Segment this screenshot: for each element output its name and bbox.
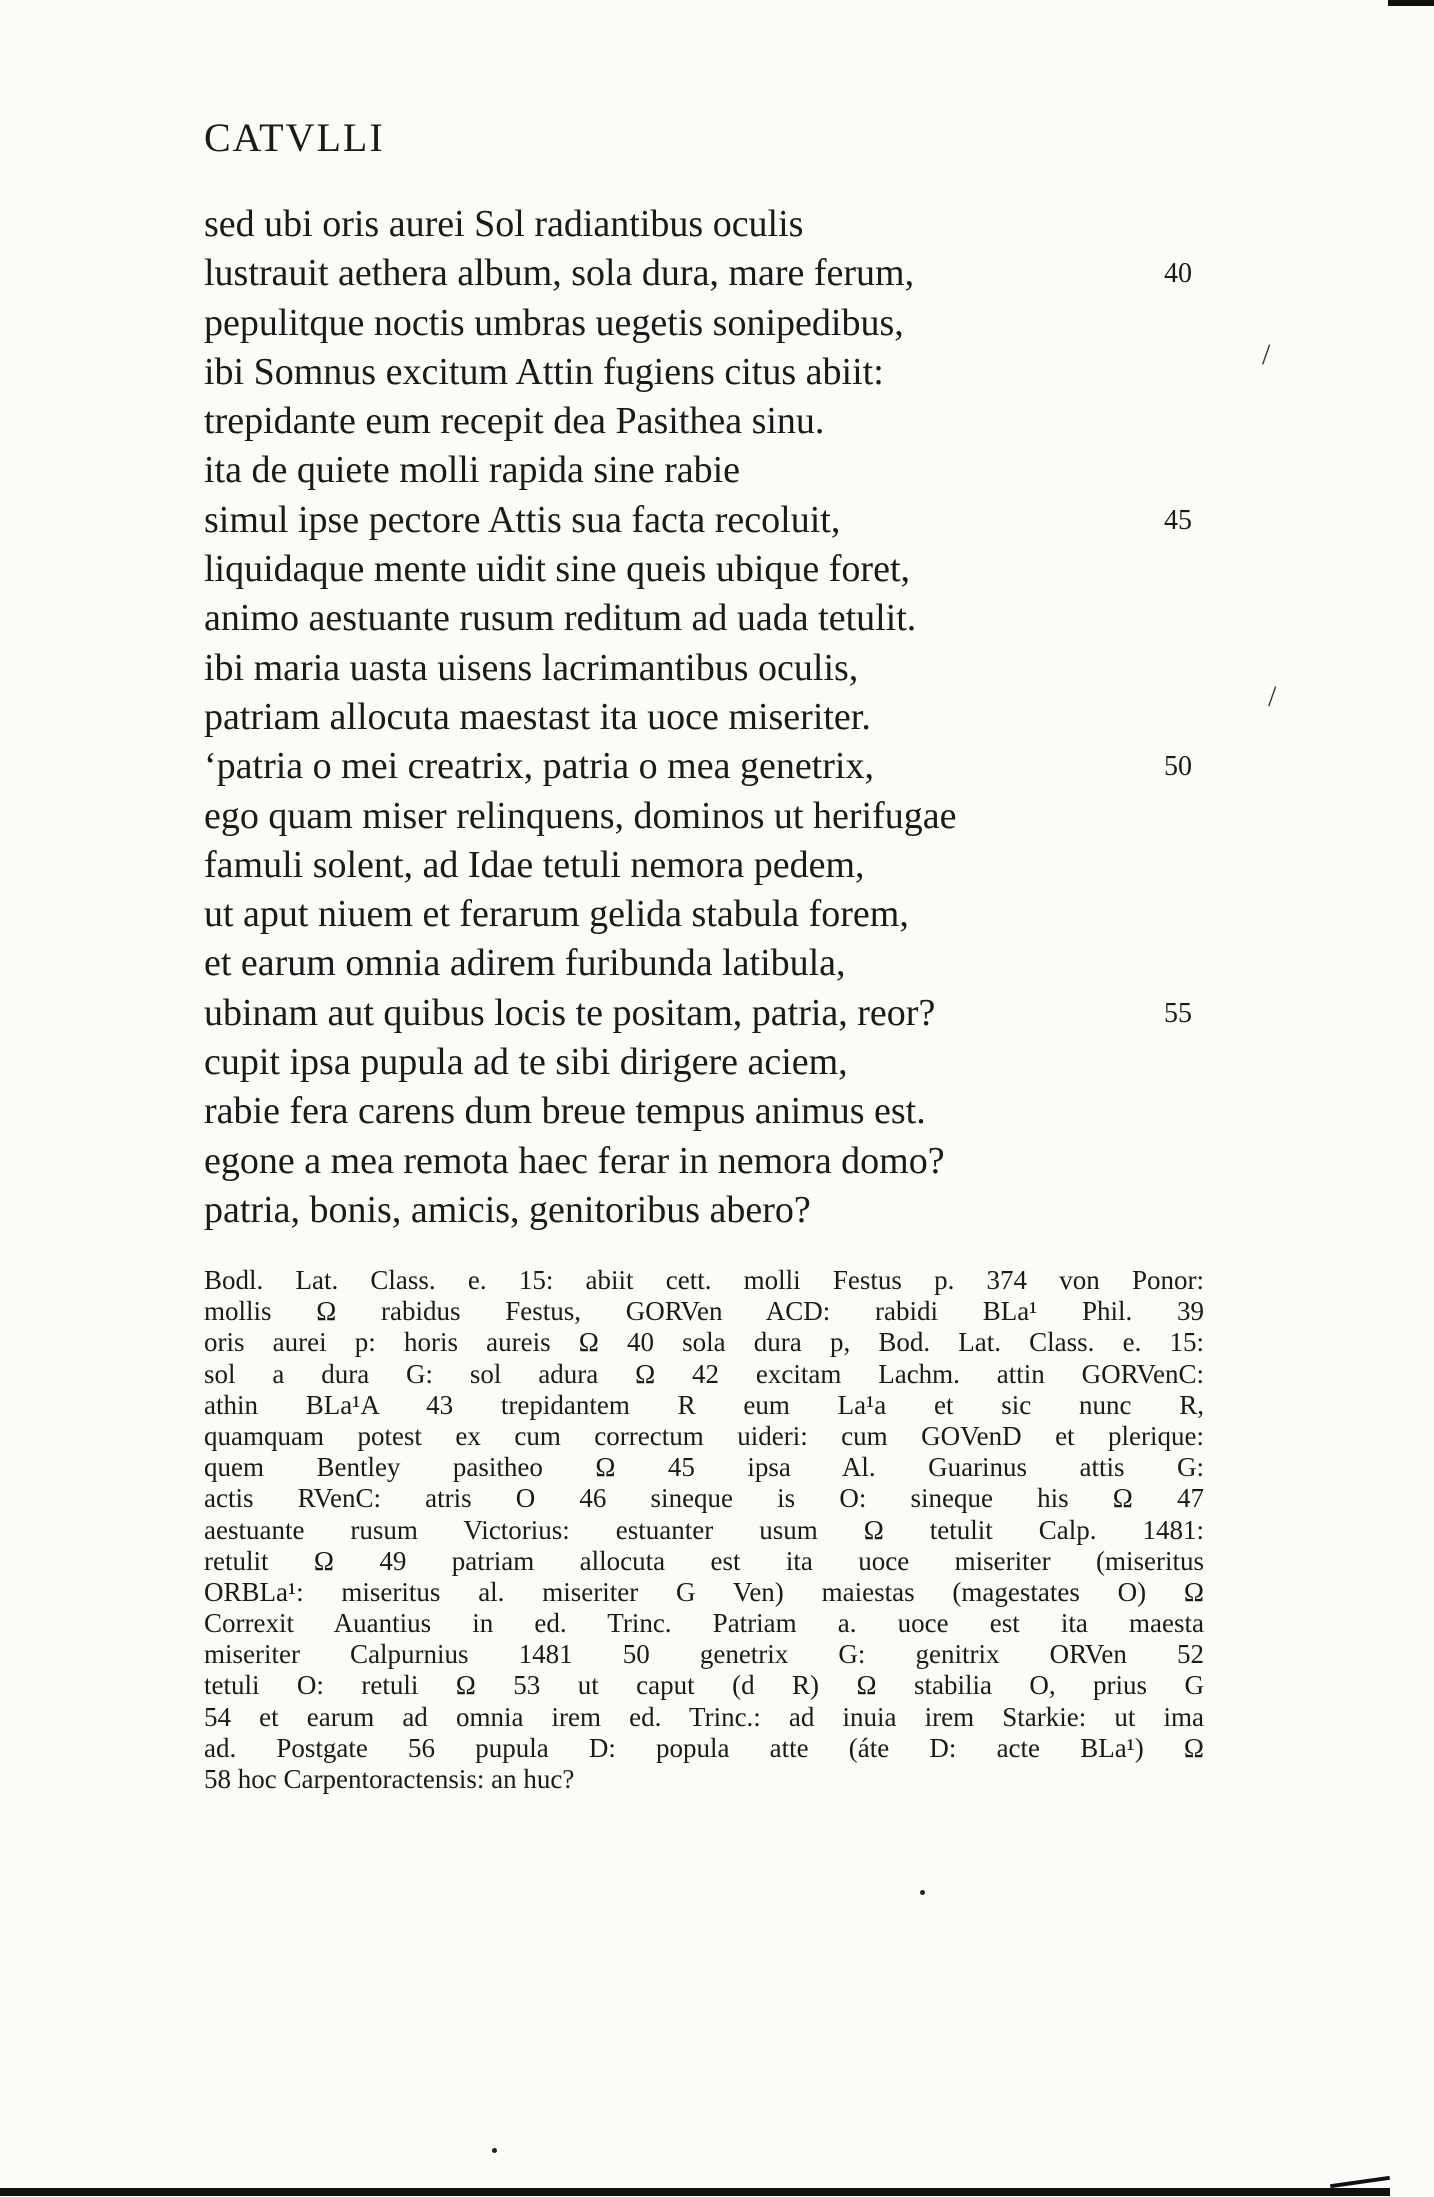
- apparatus-line: tetuli O: retuli Ω 53 ut caput (d R) Ω stabilia O, prius G: [204, 1670, 1204, 1701]
- verse-line: [204, 545, 1204, 594]
- line-number: 50: [1164, 751, 1192, 783]
- verse-line: [204, 249, 1204, 298]
- verse-block: [204, 200, 1204, 1235]
- verse-text: ibi Somnus excitum Attin fugiens citus abiit:: [204, 350, 884, 393]
- verse-text: liquidaque mente uidit sine queis ubique foret,: [204, 548, 911, 591]
- apparatus-line: ORBLa¹: miseritus al. miseriter G Ven) maiestas (magestates O) Ω: [204, 1576, 1204, 1607]
- speck: [920, 1890, 925, 1895]
- verse-text: patria, bonis, amicis, genitoribus abero?: [204, 1188, 811, 1231]
- apparatus-line: oris aurei p: horis aureis Ω 40 sola dura p, Bod. Lat. Class. e. 15:: [204, 1327, 1204, 1358]
- verse-line: [204, 1087, 1204, 1136]
- apparatus-line: ad. Postgate 56 pupula D: popula atte (áte D: acte BLa¹) Ω: [204, 1732, 1204, 1763]
- margin-slash-mark: /: [1262, 338, 1271, 371]
- verse-text: ibi maria uasta uisens lacrimantibus oculis,: [204, 646, 859, 689]
- verse-line: [204, 644, 1204, 693]
- verse-text: ‘patria o mei creatrix, patria o mea genetrix,: [204, 745, 874, 788]
- verse-text: animo aestuante rusum reditum ad uada tetulit.: [204, 597, 917, 640]
- verse-text: simul ipse pectore Attis sua facta recoluit,: [204, 498, 841, 541]
- verse-text: rabie fera carens dum breue tempus animus est.: [204, 1090, 926, 1133]
- verse-text: famuli solent, ad Idae tetuli nemora pedem,: [204, 843, 865, 886]
- verse-line: [204, 792, 1204, 841]
- apparatus-line: Bodl. Lat. Class. e. 15: abiit cett. molli Festus p. 374 von Ponor:: [204, 1265, 1204, 1295]
- verse-line: [204, 1137, 1204, 1186]
- margin-slash-mark: /: [1268, 680, 1277, 713]
- verse-text: ubinam aut quibus locis te positam, patria, reor?: [204, 991, 936, 1034]
- apparatus-line: Correxit Auantius in ed. Trinc. Patriam a. uoce est ita maesta: [204, 1608, 1204, 1639]
- verse-line: [204, 939, 1204, 988]
- verse-text: ego quam miser relinquens, dominos ut herifugae: [204, 794, 957, 837]
- verse-text: egone a mea remota haec ferar in nemora domo?: [204, 1139, 945, 1182]
- apparatus-line: sol a dura G: sol adura Ω 42 excitam Lachm. attin GORVenC:: [204, 1358, 1204, 1389]
- verse-text: ut aput niuem et ferarum gelida stabula forem,: [204, 893, 909, 936]
- apparatus-criticus: [204, 1265, 1204, 1795]
- verse-text: ita de quiete molli rapida sine rabie: [204, 449, 741, 492]
- apparatus-line: 58 hoc Carpentoractensis: an huc?: [204, 1764, 575, 1794]
- line-number: 55: [1164, 997, 1192, 1029]
- verse-text: sed ubi oris aurei Sol radiantibus oculis: [204, 203, 804, 245]
- line-number: 45: [1164, 504, 1192, 536]
- verse-line: [204, 1186, 1204, 1235]
- verse-line: [204, 496, 1204, 545]
- verse-line: [204, 397, 1204, 446]
- verse-line: [204, 446, 1204, 495]
- apparatus-line: 54 et earum ad omnia irem ed. Trinc.: ad inuia irem Starkie: ut ima: [204, 1701, 1204, 1732]
- verse-line: [204, 299, 1204, 348]
- verse-text: patriam allocuta maestast ita uoce miseriter.: [204, 695, 871, 738]
- apparatus-line: mollis Ω rabidus Festus, GORVen ACD: rabidi BLa¹ Phil. 39: [204, 1296, 1204, 1327]
- verse-line: [204, 841, 1204, 890]
- apparatus-line: athin BLa¹A 43 trepidantem R eum La¹a et sic nunc R,: [204, 1389, 1204, 1420]
- verse-line: [204, 890, 1204, 939]
- verse-text: cupit ipsa pupula ad te sibi dirigere aciem,: [204, 1041, 848, 1084]
- verse-line: [204, 594, 1204, 643]
- verse-line: [204, 200, 1204, 249]
- bottom-rule: [0, 2188, 1390, 2196]
- verse-line: [204, 693, 1204, 742]
- apparatus-line: quamquam potest ex cum correctum uideri: cum GOVenD et plerique:: [204, 1420, 1204, 1451]
- apparatus-line: miseriter Calpurnius 1481 50 genetrix G: genitrix ORVen 52: [204, 1639, 1204, 1670]
- running-head: CATVLLI: [204, 115, 385, 160]
- verse-text: pepulitque noctis umbras uegetis sonipedibus,: [204, 301, 904, 344]
- apparatus-line: quem Bentley pasitheo Ω 45 ipsa Al. Guarinus attis G:: [204, 1452, 1204, 1483]
- verse-text: lustrauit aethera album, sola dura, mare ferum,: [204, 252, 915, 295]
- verse-text: trepidante eum recepit dea Pasithea sinu.: [204, 400, 825, 443]
- line-number: 40: [1164, 258, 1192, 290]
- apparatus-line: retulit Ω 49 patriam allocuta est ita uoce miseriter (miseritus: [204, 1545, 1204, 1576]
- verse-line: [204, 742, 1204, 791]
- verse-line: [204, 348, 1204, 397]
- verse-line: [204, 989, 1204, 1038]
- scan-edge-mark: [1388, 0, 1434, 6]
- verse-text: et earum omnia adirem furibunda latibula,: [204, 942, 846, 985]
- apparatus-line: actis RVenC: atris O 46 sineque is O: sineque his Ω 47: [204, 1483, 1204, 1514]
- bottom-rule-tail: [1330, 2176, 1390, 2188]
- speck: [492, 2148, 497, 2153]
- apparatus-line: aestuante rusum Victorius: estuanter usum Ω tetulit Calp. 1481:: [204, 1514, 1204, 1545]
- verse-line: [204, 1038, 1204, 1087]
